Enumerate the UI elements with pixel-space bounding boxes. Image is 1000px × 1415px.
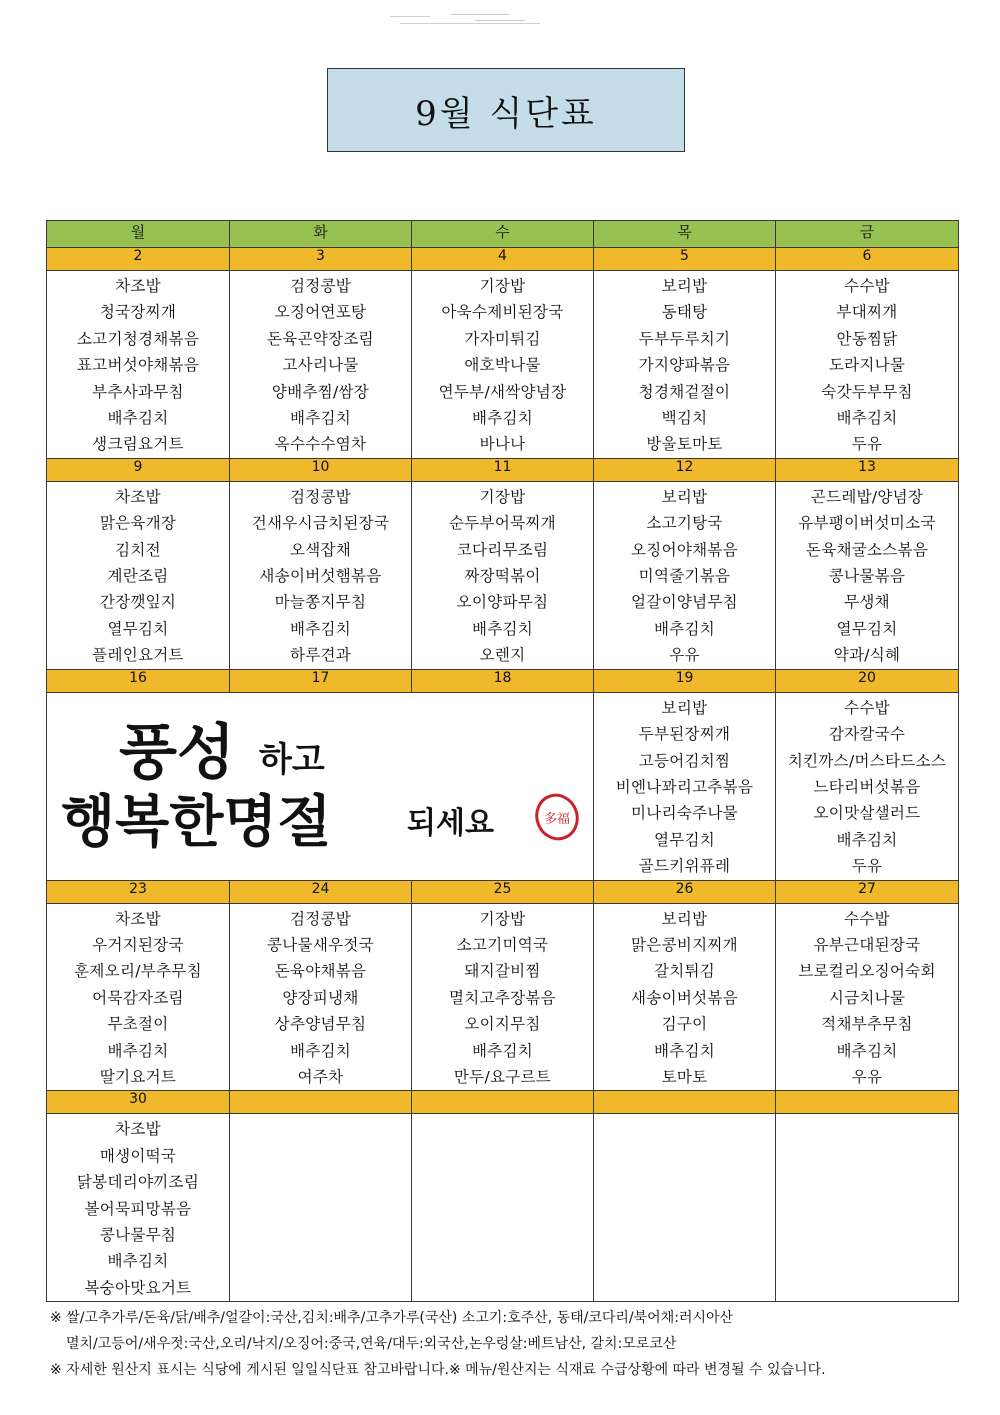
menu-item: 새송이버섯햄볶음 xyxy=(259,567,382,586)
menu-item: 기장밥 xyxy=(479,277,526,295)
holiday-greeting-art xyxy=(47,693,595,879)
date-cell: 18 xyxy=(412,669,594,692)
menu-item: 오이맛살샐러드 xyxy=(813,804,921,823)
menu-item: 볼어묵피망볶음 xyxy=(84,1199,192,1218)
menu-item: 기장밥 xyxy=(479,909,526,928)
menu-cell xyxy=(594,1114,775,1116)
menu-item: 도라지나물 xyxy=(828,356,906,375)
menu-cell xyxy=(230,904,411,1091)
menu-cell xyxy=(230,1114,411,1116)
menu-cell xyxy=(47,271,229,458)
date-cell: 16 xyxy=(47,669,230,692)
date-cell: 23 xyxy=(47,880,230,903)
greeting-line1-big: 풍성 xyxy=(119,717,235,788)
date-cell xyxy=(230,1091,412,1114)
menu-cell xyxy=(230,271,411,458)
menu-item: 유부근대된장국 xyxy=(813,935,921,954)
menu-item: 배추김치 xyxy=(471,1041,534,1060)
menu-item: 짜장떡볶이 xyxy=(464,567,541,586)
date-cell: 25 xyxy=(412,880,594,903)
date-row-week-2 xyxy=(47,458,959,481)
menu-item: 차조밥 xyxy=(115,909,161,928)
menu-item: 우유 xyxy=(851,1067,883,1086)
weekday-wed: 수 xyxy=(412,221,594,248)
menu-cell xyxy=(594,904,775,1091)
menu-item: 콩나물무침 xyxy=(99,1226,177,1244)
menu-item: 양장피냉채 xyxy=(282,988,359,1007)
menu-item: 연두부/새싹양념장 xyxy=(438,382,567,401)
menu-item: 두부된장찌개 xyxy=(638,725,731,744)
date-cell: 19 xyxy=(594,669,776,692)
menu-item: 적채부추무침 xyxy=(821,1015,913,1034)
menu-cell xyxy=(776,693,958,880)
menu-cell xyxy=(412,1114,593,1116)
menu-item: 오이지무침 xyxy=(464,1015,541,1034)
menu-item: 갈치튀김 xyxy=(653,962,716,981)
menu-item: 비엔나꽈리고추볶음 xyxy=(615,777,754,796)
menu-item: 상추양념무침 xyxy=(274,1015,367,1034)
menu-cell xyxy=(776,482,958,669)
menu-item: 차조밥 xyxy=(115,1120,161,1139)
menu-item: 만두/요구르트 xyxy=(453,1067,552,1086)
menu-item: 오색잡채 xyxy=(289,540,352,559)
origin-note-line-1: ※ 쌀/고추가루/돈육/닭/배추/얼갈이:국산,김치:배추/고추가루(국산) 소고기:호주산, 동태/코다리/북어채:러시아산 xyxy=(50,1310,734,1326)
date-cell: 24 xyxy=(230,880,412,903)
menu-item: 바나나 xyxy=(479,435,526,454)
menu-item: 수수밥 xyxy=(844,698,890,717)
menu-item: 오렌지 xyxy=(479,646,526,665)
date-cell: 17 xyxy=(230,669,412,692)
menu-item: 돈육곤약장조림 xyxy=(267,329,374,348)
menu-item: 표고버섯야채볶음 xyxy=(76,356,200,375)
menu-cell xyxy=(594,271,775,458)
menu-item: 콩나물새우젓국 xyxy=(267,935,374,954)
menu-item: 열무김치 xyxy=(836,619,898,638)
seal-text: 多福 xyxy=(543,811,571,827)
menu-item: 코다리무조림 xyxy=(456,540,549,559)
menu-item: 오이양파무침 xyxy=(456,593,549,612)
menu-item: 고사리나물 xyxy=(282,356,359,375)
menu-item: 돈육야채볶음 xyxy=(274,962,367,981)
date-cell: 27 xyxy=(776,880,959,903)
menu-item: 열무김치 xyxy=(653,830,716,849)
menu-item: 하루견과 xyxy=(289,646,352,665)
menu-item: 배추김치 xyxy=(836,830,898,849)
menu-item: 차조밥 xyxy=(115,487,161,506)
menu-row-week-5 xyxy=(47,1114,959,1302)
menu-item: 기장밥 xyxy=(479,487,526,506)
menu-row-week-1 xyxy=(47,271,959,459)
menu-cell xyxy=(412,482,593,669)
menu-item: 두부두루치기 xyxy=(638,329,731,348)
greeting-line1-small: 하고 xyxy=(259,739,325,780)
menu-item: 얼갈이양념무침 xyxy=(631,593,738,612)
date-cell: 2 xyxy=(47,248,230,271)
menu-item: 매생이떡국 xyxy=(99,1146,177,1165)
menu-item: 오징어연포탕 xyxy=(274,303,367,322)
menu-item: 건새우시금치된장국 xyxy=(251,514,390,533)
menu-cell xyxy=(412,904,593,1091)
menu-item: 새송이버섯볶음 xyxy=(631,988,738,1007)
menu-item: 소고기탕국 xyxy=(646,514,723,533)
menu-item: 두유 xyxy=(851,857,883,876)
menu-item: 차조밥 xyxy=(115,277,161,295)
date-cell: 5 xyxy=(594,248,776,271)
menu-item: 검정콩밥 xyxy=(289,487,352,506)
menu-item: 소고기미역국 xyxy=(456,935,549,954)
date-cell: 6 xyxy=(776,248,959,271)
menu-item: 검정콩밥 xyxy=(289,909,352,928)
weekday-fri: 금 xyxy=(776,221,959,248)
menu-item: 백김치 xyxy=(661,409,708,428)
menu-item: 약과/식혜 xyxy=(833,646,901,665)
menu-cell xyxy=(47,1114,229,1301)
menu-item: 가자미튀김 xyxy=(464,329,541,348)
menu-item: 보리밥 xyxy=(661,698,708,717)
menu-cell xyxy=(776,271,958,458)
date-row-week-4 xyxy=(47,880,959,903)
menu-cell xyxy=(594,693,775,880)
menu-item: 맑은육개장 xyxy=(99,514,177,533)
scan-artifact xyxy=(380,12,560,26)
menu-item: 토마토 xyxy=(661,1067,708,1086)
menu-item: 여주차 xyxy=(297,1067,344,1086)
page-title: 9월 식단표 xyxy=(327,68,685,152)
menu-item: 유부팽이버섯미소국 xyxy=(798,514,936,533)
menu-cell xyxy=(47,904,229,1091)
menu-item: 시금치나물 xyxy=(828,988,906,1007)
menu-item: 고등어김치찜 xyxy=(638,751,731,770)
menu-item: 느타리버섯볶음 xyxy=(813,777,921,796)
menu-item: 부추사과무침 xyxy=(92,382,184,401)
menu-item: 우거지된장국 xyxy=(92,935,184,954)
menu-item: 숙갓두부무침 xyxy=(821,382,913,401)
menu-item: 양배추찜/쌈장 xyxy=(271,382,370,401)
menu-cell xyxy=(230,482,411,669)
date-cell xyxy=(412,1091,594,1114)
menu-item: 복숭아맛요거트 xyxy=(84,1278,192,1297)
menu-item: 미나리숙주나물 xyxy=(631,804,738,823)
menu-item: 플레인요거트 xyxy=(92,646,184,665)
menu-item: 미역줄기볶음 xyxy=(638,567,731,586)
menu-item: 보리밥 xyxy=(661,487,708,506)
menu-item: 청국장찌개 xyxy=(99,303,177,322)
date-cell: 3 xyxy=(230,248,412,271)
menu-item: 배추김치 xyxy=(653,619,716,638)
menu-item: 배추김치 xyxy=(107,1041,169,1060)
menu-item: 보리밥 xyxy=(661,909,708,928)
menu-item: 가지양파볶음 xyxy=(638,356,731,375)
date-cell: 13 xyxy=(776,458,959,481)
date-cell: 4 xyxy=(412,248,594,271)
menu-item: 배추김치 xyxy=(289,1041,352,1060)
menu-item: 보리밥 xyxy=(661,277,708,295)
date-cell xyxy=(594,1091,776,1114)
menu-item: 배추김치 xyxy=(289,619,352,638)
meal-plan-table xyxy=(46,220,959,1302)
menu-item: 콩나물볶음 xyxy=(828,567,906,586)
red-seal-stamp xyxy=(531,789,584,844)
menu-item: 곤드레밥/양념장 xyxy=(810,487,924,506)
date-row-week-3 xyxy=(47,669,959,692)
date-cell: 26 xyxy=(594,880,776,903)
menu-item: 수수밥 xyxy=(844,909,890,928)
menu-item: 부대찌개 xyxy=(836,303,898,322)
menu-item: 두유 xyxy=(851,435,883,454)
date-cell: 30 xyxy=(47,1091,230,1114)
menu-row-week-2 xyxy=(47,481,959,669)
holiday-greeting-cell xyxy=(47,692,594,880)
menu-item: 아욱수제비된장국 xyxy=(441,303,564,322)
date-cell: 20 xyxy=(776,669,959,692)
origin-note-line-3: ※ 자세한 원산지 표시는 식당에 게시된 일일식단표 참고바랍니다.※ 메뉴/원산지는 식재료 수급상황에 따라 변경될 수 있습니다. xyxy=(50,1362,826,1378)
menu-item: 김구이 xyxy=(661,1015,708,1034)
date-cell: 9 xyxy=(47,458,230,481)
weekday-mon: 월 xyxy=(47,221,230,248)
weekday-tue: 화 xyxy=(230,221,412,248)
origin-notes xyxy=(50,1305,950,1383)
menu-cell xyxy=(47,482,229,669)
menu-item: 배추김치 xyxy=(289,409,352,428)
menu-item: 순두부어묵찌개 xyxy=(449,514,556,533)
menu-item: 배추김치 xyxy=(107,1252,169,1271)
menu-item: 골드키위퓨레 xyxy=(638,857,731,876)
menu-item: 감자칼국수 xyxy=(828,725,906,744)
menu-item: 간장깻잎지 xyxy=(99,593,177,612)
menu-item: 돈육채굴소스볶음 xyxy=(805,540,929,559)
weekday-header-row xyxy=(47,221,959,248)
menu-cell xyxy=(594,482,775,669)
menu-item: 소고기청경채볶음 xyxy=(76,329,200,348)
menu-cell xyxy=(412,271,593,458)
menu-item: 멸치고추장볶음 xyxy=(449,988,556,1007)
greeting-line2-small: 되세요 xyxy=(407,805,494,841)
menu-item: 수수밥 xyxy=(844,277,890,295)
menu-item: 마늘쫑지무침 xyxy=(274,593,367,612)
menu-item: 우유 xyxy=(669,646,700,665)
menu-item: 애호박나물 xyxy=(464,356,541,375)
menu-item: 동태탕 xyxy=(661,303,708,322)
menu-item: 청경채겉절이 xyxy=(638,382,731,401)
menu-item: 무초절이 xyxy=(107,1015,169,1034)
menu-item: 계란조림 xyxy=(107,567,169,586)
menu-item: 배추김치 xyxy=(836,1041,898,1060)
menu-item: 옥수수수염차 xyxy=(274,435,367,454)
menu-cell xyxy=(776,904,958,1091)
menu-item: 검정콩밥 xyxy=(289,277,352,295)
menu-item: 오징어야채볶음 xyxy=(631,540,738,559)
menu-item: 배추김치 xyxy=(107,409,169,428)
menu-item: 배추김치 xyxy=(653,1041,716,1060)
date-cell: 12 xyxy=(594,458,776,481)
origin-note-line-2: 멸치/고등어/새우젓:국산,오리/낙지/오징어:중국,연육/대두:외국산,논우렁살:베트남산, 갈치:모로코산 xyxy=(66,1336,677,1352)
date-cell: 11 xyxy=(412,458,594,481)
menu-item: 배추김치 xyxy=(836,409,898,428)
menu-item: 닭봉데리야끼조림 xyxy=(76,1173,200,1192)
menu-item: 배추김치 xyxy=(471,619,534,638)
menu-item: 브로컬리오징어숙회 xyxy=(798,962,936,981)
date-cell: 10 xyxy=(230,458,412,481)
greeting-line2-big: 행복한명절 xyxy=(61,789,332,855)
weekday-thu: 목 xyxy=(594,221,776,248)
date-cell xyxy=(776,1091,959,1114)
menu-item: 열무김치 xyxy=(107,619,169,638)
menu-item: 치킨까스/머스타드소스 xyxy=(787,751,947,770)
menu-item: 어묵감자조림 xyxy=(92,988,184,1007)
menu-item: 무생채 xyxy=(844,593,890,612)
menu-cell xyxy=(776,1114,958,1116)
menu-item: 훈제오리/부추무침 xyxy=(74,962,202,981)
date-row-week-5 xyxy=(47,1091,959,1114)
menu-item: 딸기요거트 xyxy=(99,1067,177,1086)
menu-item: 방울토마토 xyxy=(646,435,723,454)
menu-item: 맑은콩비지찌개 xyxy=(631,935,738,954)
menu-item: 배추김치 xyxy=(471,409,534,428)
menu-row-week-3 xyxy=(47,692,959,880)
date-row-week-1 xyxy=(47,248,959,271)
menu-item: 돼지갈비찜 xyxy=(464,962,541,981)
menu-item: 안동찜닭 xyxy=(836,329,898,348)
menu-item: 생크림요거트 xyxy=(92,435,184,454)
menu-item: 김치전 xyxy=(115,540,161,559)
menu-row-week-4 xyxy=(47,903,959,1091)
